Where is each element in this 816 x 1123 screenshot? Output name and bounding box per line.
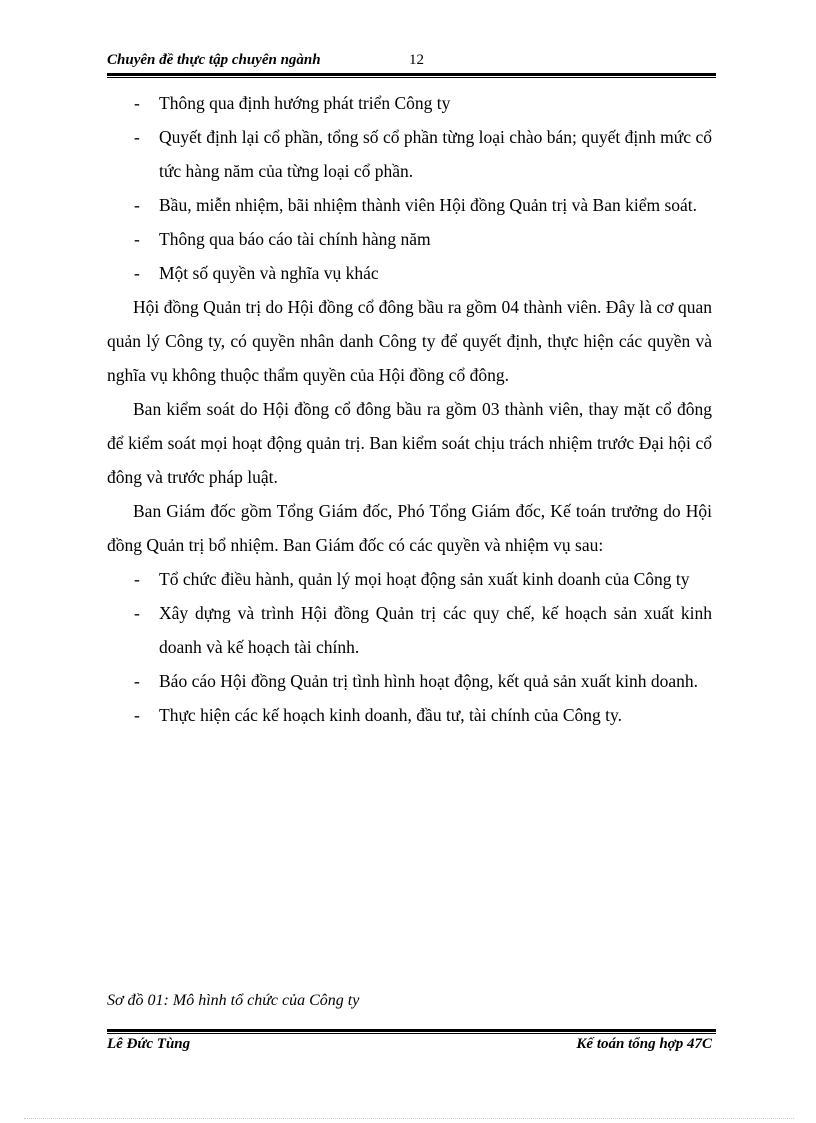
bullet-marker: -: [134, 569, 140, 589]
bullet-marker: -: [134, 603, 140, 623]
bullet-item: [107, 120, 712, 188]
bullet-item: [107, 188, 712, 222]
bullet-item: [107, 222, 712, 256]
bullet-item: [107, 596, 712, 664]
figure-caption: Sơ đồ 01: Mô hình tổ chức của Công ty: [107, 992, 360, 1009]
bullet-text: Báo cáo Hội đồng Quản trị tình hình hoạt động, kết quả sản xuất kinh doanh.: [159, 671, 699, 691]
bullet-marker: -: [134, 195, 140, 215]
page-header: [107, 52, 716, 74]
bullet-item: [107, 86, 712, 120]
footer-class: Kế toán tổng hợp 47C: [576, 1036, 712, 1052]
footer-rule-thin: [107, 1033, 716, 1034]
footer-rule-thick: [107, 1029, 716, 1032]
header-rule-thin: [107, 77, 716, 78]
page-edge-dotted: [24, 1118, 794, 1119]
bullet-text: Thông qua định hướng phát triển Công ty: [159, 93, 451, 113]
page-number: 12: [409, 52, 424, 68]
paragraph-management: Ban Giám đốc gồm Tổng Giám đốc, Phó Tổng Giám đốc, Kế toán trưởng do Hội đồng Quản trị bổ nhiệm. Ban Giám đốc có các quyền và nhiệm vụ sau:: [107, 501, 712, 555]
page-body: [107, 86, 712, 732]
header-title: Chuyên đề thực tập chuyên ngành: [107, 52, 321, 68]
paragraph-supervisory: Ban kiểm soát do Hội đồng cổ đông bầu ra gồm 03 thành viên, thay mặt cổ đông để kiểm soát mọi hoạt động quản trị. Ban kiểm soát chịu trách nhiệm trước Đại hội cổ đông và trước pháp luật.: [107, 399, 712, 487]
bullet-marker: -: [134, 93, 140, 113]
paragraph-board: Hội đồng Quản trị do Hội đồng cổ đông bầu ra gồm 04 thành viên. Đây là cơ quan quản lý Công ty, có quyền nhân danh Công ty để quyết định, thực hiện các quyền và nghĩa vụ không thuộc thẩm quyền của Hội đồng cổ đông.: [107, 297, 712, 385]
bullet-marker: -: [134, 671, 140, 691]
bullet-item: [107, 562, 712, 596]
bullet-marker: -: [134, 229, 140, 249]
bullet-marker: -: [134, 705, 140, 725]
bullet-text: Bầu, miễn nhiệm, bãi nhiệm thành viên Hội đồng Quản trị và Ban kiểm soát.: [159, 195, 698, 215]
bullet-item: [107, 256, 712, 290]
bullet-text: Thông qua báo cáo tài chính hàng năm: [159, 229, 431, 249]
bullet-item: [107, 664, 712, 698]
bullet-text: Xây dựng và trình Hội đồng Quản trị các quy chế, kế hoạch sản xuất kinh doanh và kế hoạch tài chính.: [159, 603, 712, 657]
header-rule-thick: [107, 73, 716, 76]
bullet-marker: -: [134, 127, 140, 147]
bullet-text: Một số quyền và nghĩa vụ khác: [159, 263, 379, 283]
footer-author: Lê Đức Tùng: [107, 1036, 191, 1052]
bullet-item: [107, 698, 712, 732]
bullet-text: Thực hiện các kế hoạch kinh doanh, đầu tư, tài chính của Công ty.: [159, 705, 622, 725]
bullet-text: Quyết định lại cổ phần, tổng số cổ phần từng loại chào bán; quyết định mức cổ tức hàng năm của từng loại cổ phần.: [159, 127, 712, 181]
bullet-marker: -: [134, 263, 140, 283]
bullet-text: Tổ chức điều hành, quản lý mọi hoạt động sản xuất kinh doanh của Công ty: [159, 569, 690, 589]
